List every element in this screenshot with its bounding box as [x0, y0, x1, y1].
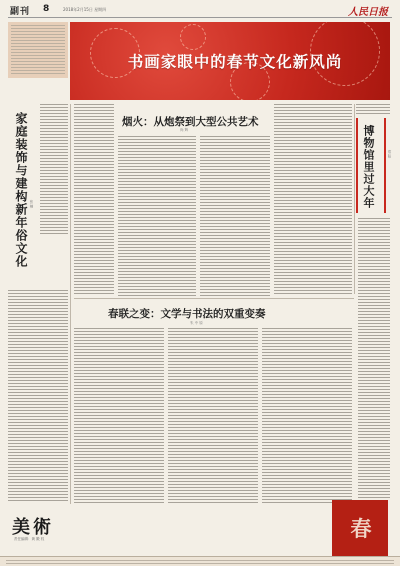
main-headline: 书画家眼中的春节文化新风尚 [127, 52, 343, 71]
art-column-logo: 美術 [12, 517, 54, 538]
right-article-intro [356, 104, 390, 116]
left-article-title: 家庭装饰与建构新年俗文化 [14, 112, 28, 268]
couplets-article-title: 春联之变：文学与书法的双重变奏 [108, 308, 266, 320]
section-label: 副刊 [10, 7, 31, 17]
editor-note-text [11, 25, 65, 75]
headline-banner [70, 22, 390, 100]
column-divider [70, 104, 71, 504]
fireworks-body-col1 [118, 136, 196, 296]
right-article-author: 郑 阳 [388, 150, 392, 159]
newspaper-brand: 人民日报 [348, 7, 388, 18]
couplets-body-col1 [74, 328, 164, 504]
left-article-body-continued [8, 290, 68, 502]
column-divider [354, 104, 355, 294]
bottom-info-text [6, 560, 394, 564]
issue-date: 2018年2月15日 星期四 [63, 7, 107, 12]
page-number: 8 [43, 4, 50, 14]
bottom-info-band [0, 556, 400, 566]
fireworks-intro-text [74, 104, 114, 294]
seal-stamp-text: 春 [350, 516, 370, 541]
fireworks-body-col3 [274, 104, 352, 296]
left-article-author: 张 楠 [30, 200, 34, 209]
section-divider [74, 298, 354, 299]
editor-note-box [8, 22, 68, 78]
seal-stamp-image [332, 500, 388, 556]
couplets-article-author: 朱 中 原 [190, 321, 203, 325]
masthead [8, 4, 392, 18]
firework-decoration [180, 24, 206, 50]
right-article-title: 博物馆里过大年 [362, 125, 375, 209]
fireworks-article-author: 尚 辉 [180, 128, 189, 132]
column-editor-credit: 责任编辑：黄 殿 权 [14, 537, 45, 541]
right-article-body [358, 218, 390, 498]
left-article-body [40, 104, 68, 234]
couplets-body-col2 [168, 328, 258, 504]
fireworks-body-col2 [200, 136, 270, 296]
couplets-body-col3 [262, 328, 352, 504]
fireworks-article-title: 烟火：从炮祭到大型公共艺术 [122, 116, 259, 128]
